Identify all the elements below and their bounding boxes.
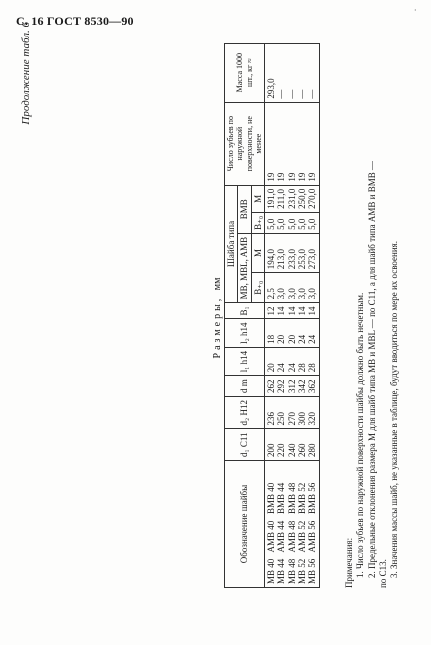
col-subgroup-bmb: BMB [238, 185, 251, 233]
cell-mass: 293,0 — — — — [265, 43, 320, 102]
note-1: 1. Число зубьев по наружной поверхности шайбы должно быть нечетным. [355, 292, 366, 578]
col-d1: d₁ C11 [225, 429, 265, 461]
notes-title: Примечания: [344, 537, 354, 588]
col-designation: Обозначение шайбы [225, 461, 265, 588]
cell-l2: 18 20 20 24 24 [265, 319, 320, 347]
col-l1: l₁ h14 [225, 347, 265, 375]
dimensions-caption-unit: мм [212, 277, 223, 291]
cell-l1: 20 24 24 28 28 [265, 347, 320, 375]
note-3: 3. Значения массы шайб, не указанные в таблице, будут вводиться по мере их освоения. [389, 240, 399, 578]
cell-b-second: 5,0 5,0 5,0 5,0 5,0 [265, 212, 320, 233]
col-mass: Масса 1000 шт., кг ≈ [225, 43, 265, 102]
col-m-second: M [251, 185, 264, 212]
cell-m-second: 191,0 211,0 231,0 250,0 270,0 [265, 185, 320, 212]
dimensions-caption-word: Размеры, [212, 295, 223, 359]
cell-d: 262 292 312 342 362 [265, 376, 320, 397]
corner-mark: · [414, 6, 417, 15]
note-2-continuation: по C13. [377, 559, 388, 588]
rotated-table-sheet [16, 18, 416, 618]
col-b-first: B₊₀ [251, 273, 264, 303]
cell-d1: 200 220 240 260 280 [265, 429, 320, 461]
cell-b-first: 2,5 3,0 3,0 3,0 3,0 [265, 273, 320, 303]
notes-block [344, 28, 400, 588]
col-teeth: Число зубьев по наружной поверхности, не менее [225, 102, 265, 185]
col-d: d m [225, 376, 265, 397]
cell-teeth: 19 19 19 19 19 [265, 102, 320, 185]
note-2: 2. Предельные отклонения размера M для шайб типа MB и MBL — по C11, а для шайб типа AMB и BMB — [366, 160, 377, 578]
col-l2: l₂ h14 [225, 319, 265, 347]
col-d2: d₂ H12 [225, 397, 265, 429]
cell-b1: 12 14 14 14 14 [265, 303, 320, 319]
col-group-washer-type: Шайба типа [225, 185, 238, 303]
table-continuation-caption: Продолжение табл. 6 [20, 22, 32, 125]
col-b-second: B₊₀ [251, 212, 264, 233]
col-subgroup-mb: MB, MBL, AMB [238, 233, 251, 303]
dimensions-caption [212, 18, 223, 618]
washer-dimensions-table [224, 43, 320, 588]
cell-designation: MB 40 AMB 40 BMB 40 MB 44 AMB 44 BMB 44 MB 48 AMB 48 BMB 48 MB 52 AMB 52 BMB 52 MB 56 AMB 56 BMB 56 [265, 461, 320, 588]
table-row [265, 43, 320, 587]
col-b1: B₁ [225, 303, 265, 319]
page-header: С. 16 ГОСТ 8530—90 [16, 14, 134, 28]
col-m-first: M [251, 233, 264, 272]
cell-d2: 236 250 270 300 320 [265, 397, 320, 429]
cell-m-first: 194,0 213,0 233,0 253,0 273,0 [265, 233, 320, 272]
